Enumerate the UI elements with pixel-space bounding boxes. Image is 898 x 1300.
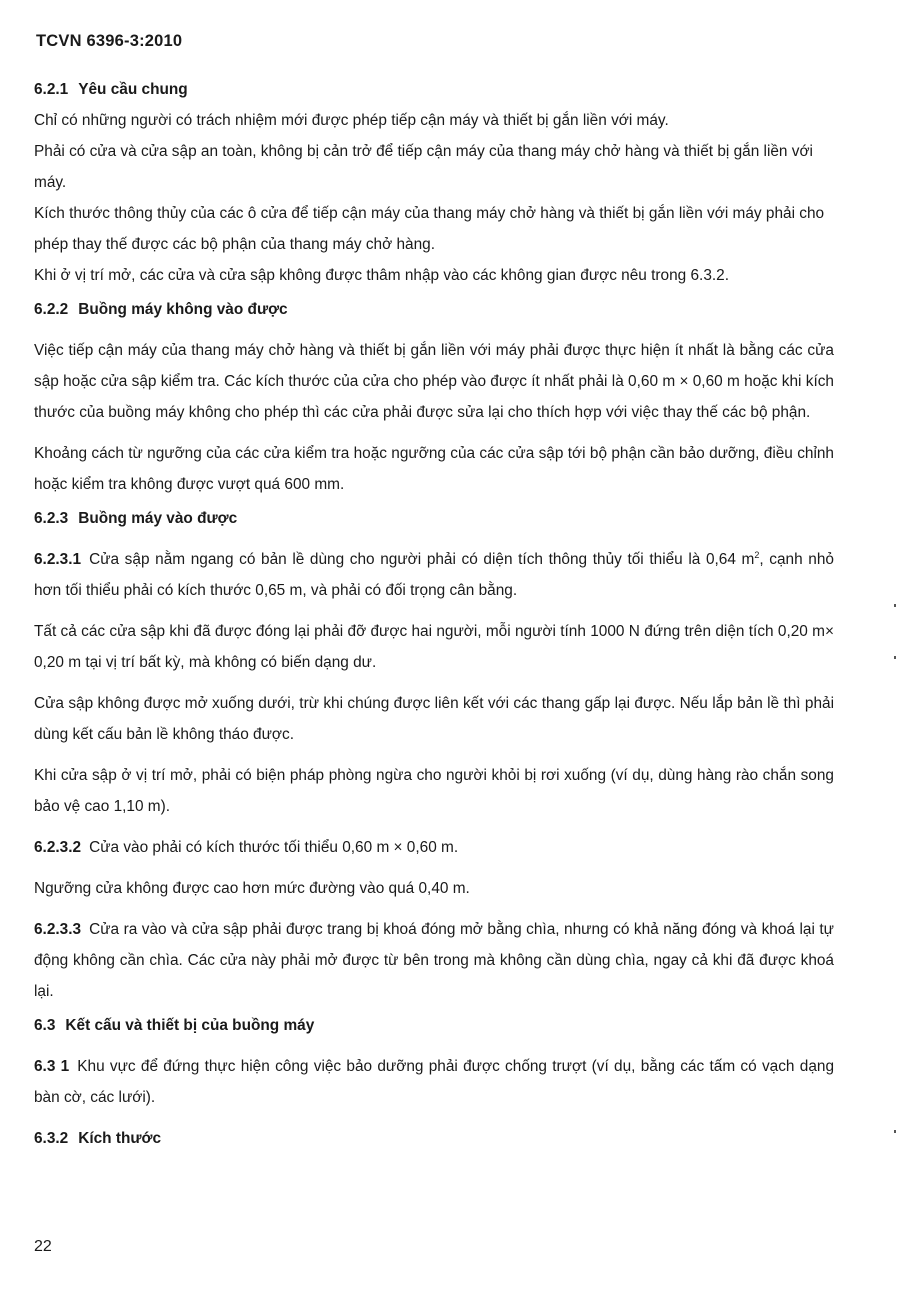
section-number: 6.3 [34,1017,56,1034]
section-number: 6.2.3 [34,510,69,527]
clause-number: 6.2.3.2 [34,839,82,856]
paragraph: Chỉ có những người có trách nhiệm mới được phép tiếp cận máy và thiết bị gắn liền với máy. [34,112,669,129]
scan-speck [894,656,896,659]
clause-number: 6.3 1 [34,1058,70,1075]
clause-6-2-3-1 [34,544,834,606]
page-number: 22 [34,1238,52,1255]
section-heading-6-2-3 [34,503,834,534]
paragraph: Kích thước thông thủy của các ô cửa để tiếp cận máy của thang máy chở hàng và thiết bị gắn liền với máy phải cho phép thay thế được các bộ phận của thang máy chở hàng. [34,205,825,253]
section-title: Kết cấu và thiết bị của buồng máy [65,1017,315,1034]
section-heading-6-3-2 [34,1123,834,1154]
paragraph: Tất cả các cửa sập khi đã được đóng lại phải đỡ được hai người, mỗi người tính 1000 N đứng trên diện tích 0,20 m× 0,20 m tại vị trí bất kỳ, mà không có biến dạng dư. [34,623,834,671]
paragraph: Ngưỡng cửa không được cao hơn mức đường vào quá 0,40 m. [34,880,470,897]
paragraph: Việc tiếp cận máy của thang máy chở hàng và thiết bị gắn liền với máy phải được thực hiện ít nhất là bằng các cửa sập hoặc cửa sập kiểm tra. Các kích thước của cửa cho phép vào được ít nhất phải là 0,60 m × 0,60 m hoặc khi kích thước của buồng máy không cho phép thì các cửa phải được sửa lại cho thích hợp với việc thay thế các bộ phận. [34,342,834,421]
clause-6-3-1 [34,1051,834,1113]
superscript: 2 [754,550,760,560]
clause-6-2-3-3 [34,914,834,1007]
section-heading-6-3 [34,1010,834,1041]
scan-speck [894,604,896,607]
paragraph: Khi cửa sập ở vị trí mở, phải có biện pháp phòng ngừa cho người khỏi bị rơi xuống (ví dụ, dùng hàng rào chắn song bảo vệ cao 1,10 m). [34,767,834,815]
paragraph: Phải có cửa và cửa sập an toàn, không bị cản trở để tiếp cận máy của thang máy chở hàng và thiết bị gắn liền với máy. [34,143,813,191]
document-body [34,74,834,1154]
clause-6-2-3-2 [34,832,834,863]
clause-text: Cửa sập nằm ngang có bản lề dùng cho người phải có diện tích thông thủy tối thiểu là 0,64 m [89,551,755,568]
paragraph: Khi ở vị trí mở, các cửa và cửa sập không được thâm nhập vào các không gian được nêu trong 6.3.2. [34,267,729,284]
clause-text: Cửa vào phải có kích thước tối thiểu 0,60 m × 0,60 m. [89,839,459,856]
section-heading-6-2-2 [34,294,834,325]
clause-text: Cửa ra vào và cửa sập phải được trang bị khoá đóng mở bằng chìa, nhưng có khả năng đóng và khoá lại tự động không cần chìa. Các cửa này phải mở được từ bên trong mà không cần dùng chìa, ngay cả khi đã được khoá lại. [34,921,834,1000]
clause-number: 6.2.3.1 [34,551,82,568]
section-heading-6-2-1 [34,74,834,105]
paragraph: Cửa sập không được mở xuống dưới, trừ khi chúng được liên kết với các thang gấp lại được. Nếu lắp bản lề thì phải dùng kết cấu bản lề không tháo được. [34,695,834,743]
section-title: Kích thước [78,1130,162,1147]
section-title: Buồng máy không vào được [78,301,288,318]
standard-id: TCVN 6396-3:2010 [36,32,183,50]
section-title: Buồng máy vào được [78,510,238,527]
section-number: 6.3.2 [34,1130,69,1147]
section-title: Yêu cầu chung [78,81,188,98]
section-number: 6.2.1 [34,81,69,98]
clause-text: Khu vực để đứng thực hiện công việc bảo dưỡng phải được chống trượt (ví dụ, bằng các tấm có vạch dạng bàn cờ, các lưới). [34,1058,835,1106]
section-number: 6.2.2 [34,301,69,318]
clause-number: 6.2.3.3 [34,921,82,938]
scan-speck [894,1130,896,1133]
clause-text: , cạnh nhỏ hơn tối thiểu phải có kích thước 0,65 m, và phải có đối trọng cân bằng. [34,551,834,599]
paragraph: Khoảng cách từ ngưỡng của các cửa kiểm tra hoặc ngưỡng của các cửa sập tới bộ phận cần bảo dưỡng, điều chỉnh hoặc kiểm tra không được vượt quá 600 mm. [34,445,834,493]
